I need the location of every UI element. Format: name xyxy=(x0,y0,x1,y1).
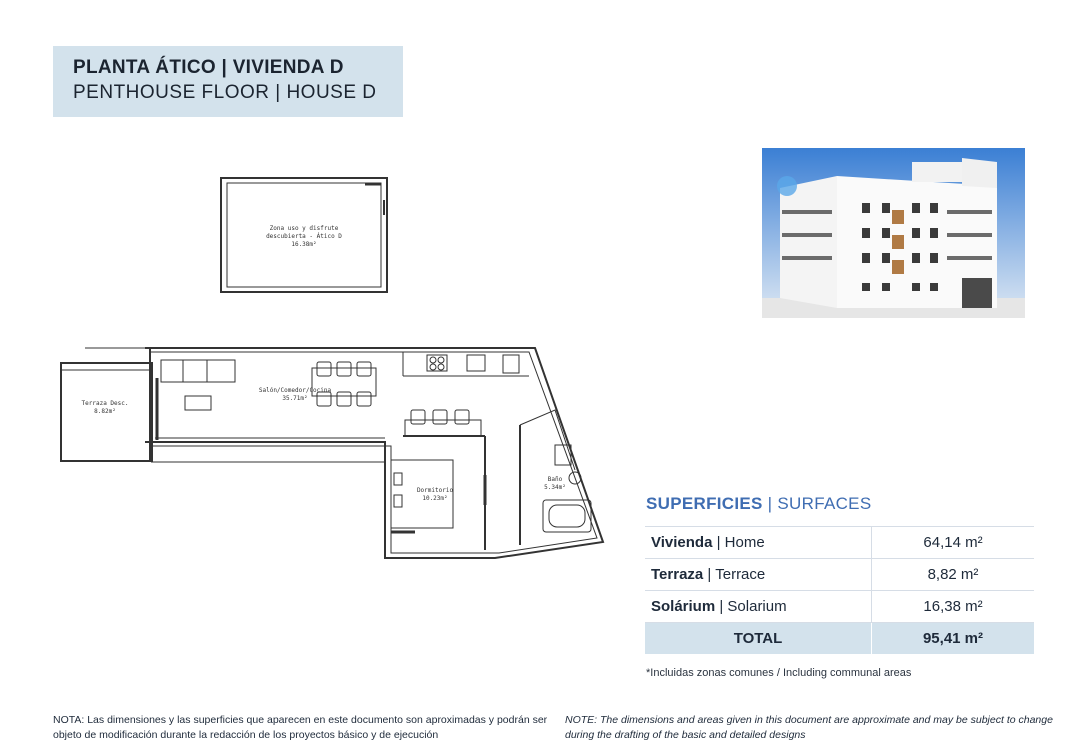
table-row: Vivienda | Home 64,14 m² xyxy=(645,527,1034,559)
surface-value: 64,14 m² xyxy=(872,527,1035,559)
total-value: 95,41 m² xyxy=(872,623,1035,655)
living-area: 35.71m² xyxy=(282,395,308,402)
note-spanish: NOTA: Las dimensiones y las superficies que aparecen en este documento son aproximadas y podrán ser objeto de modificación durante la redacción de los proyectos básico y de ejecución xyxy=(53,714,548,741)
floor-plan xyxy=(55,170,615,570)
total-row xyxy=(645,623,1034,655)
surfaces-table xyxy=(645,526,1034,654)
kitchen-island xyxy=(405,420,481,436)
sofa xyxy=(161,360,235,382)
note-english: NOTE: The dimensions and areas given in this document are approximate and may be subject to change during the drafting of the basic and detailed designs xyxy=(565,714,1053,741)
surfaces-title: SUPERFICIES | SURFACES xyxy=(646,494,872,513)
table-row: Solárium | Solarium 16,38 m² xyxy=(645,591,1034,623)
building-render xyxy=(762,148,1025,318)
solarium-label-2: descubierta - Ático D xyxy=(266,233,342,240)
solarium-label-1: Zona uso y disfrute xyxy=(269,225,339,232)
table-row: Terraza | Terrace 8,82 m² xyxy=(645,559,1034,591)
living-label: Salón/Comedor/Cocina xyxy=(258,387,332,394)
total-label: TOTAL xyxy=(645,623,872,655)
bath-area: 5.34m² xyxy=(544,484,566,491)
page-title: PLANTA ÁTICO | VIVIENDA D xyxy=(73,57,344,78)
title-box xyxy=(53,46,403,117)
bedroom-label: Dormitorio xyxy=(416,487,454,494)
surfaces-footnote: *Incluidas zonas comunes / Including communal areas xyxy=(646,667,912,679)
page-subtitle: PENTHOUSE FLOOR | HOUSE D xyxy=(73,82,377,103)
surface-value: 16,38 m² xyxy=(872,591,1035,623)
terrace-area: 8.82m² xyxy=(94,408,116,415)
bath-label: Baño xyxy=(547,476,563,483)
solarium-area: 16.38m² xyxy=(291,241,317,248)
bedroom-area: 10.23m² xyxy=(422,495,448,502)
washbasin xyxy=(555,445,571,465)
bed xyxy=(391,460,453,528)
surface-value: 8,82 m² xyxy=(872,559,1035,591)
apartment-outline xyxy=(145,348,603,558)
sink xyxy=(467,355,485,371)
terrace-label: Terraza Desc. xyxy=(81,400,129,407)
